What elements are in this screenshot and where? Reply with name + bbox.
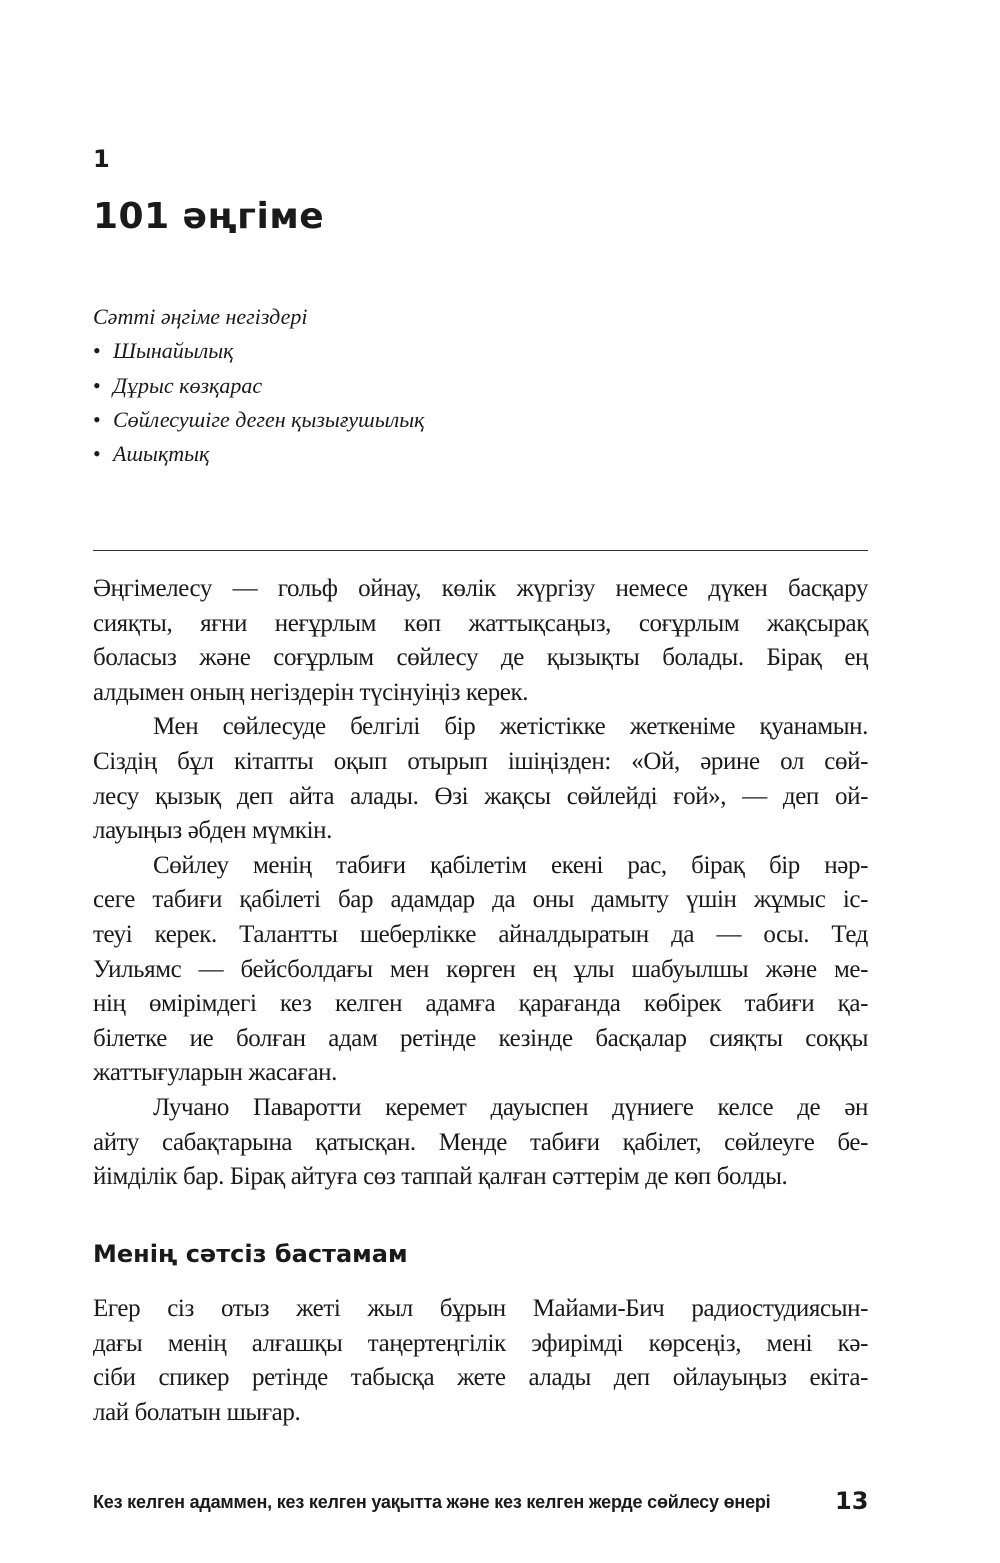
paragraph-line: алдымен оның негіздерін түсінуіңіз керек. bbox=[93, 678, 529, 706]
epigraph-item bbox=[93, 334, 424, 368]
paragraph-line: боласыз және соғұрлым сөйлесу де қызықты болады. Бірақ ең bbox=[93, 644, 868, 672]
paragraph-line: лесу қызық деп айта алады. Өзі жақсы сөйлейді ғой», — деп ой- bbox=[93, 782, 868, 810]
paragraph-line: Уильямс — бейсболдағы мен көрген ең ұлы шабуылшы және ме- bbox=[93, 955, 868, 983]
epigraph-heading: Сәтті әңгіме негіздері bbox=[93, 304, 308, 329]
paragraph-line: сіби спикер ретінде табысқа жете алады деп ойлауыңыз екіта- bbox=[93, 1364, 868, 1392]
body-text-section-1 bbox=[93, 572, 868, 1195]
paragraph-line: Егер сіз отыз жеті жыл бұрын Майами-Бич радиостудиясын- bbox=[93, 1295, 868, 1322]
section-divider bbox=[93, 550, 868, 551]
epigraph-item-text: Сөйлесушіге деген қызығушылық bbox=[113, 406, 425, 432]
paragraph-line: айту сабақтарына қатысқан. Менде табиғи қабілет, сөйлеуге бе- bbox=[93, 1128, 868, 1156]
paragraph-line: Сөйлеу менің табиғи қабілетім екені рас, бірақ бір нәр- bbox=[153, 851, 868, 879]
paragraph-line: Әңгімелесу — гольф ойнау, көлік жүргізу немесе дүкен басқару bbox=[93, 575, 868, 602]
paragraph-line: жаттығуларын жасаған. bbox=[93, 1059, 337, 1087]
paragraph-line: йімділік бар. Бірақ айтуға сөз таппай қалған сәттерім де көп болды. bbox=[93, 1163, 788, 1191]
paragraph-line: сеге табиғи қабілеті бар адамдар да оны дамыту үшін жұмыс іс- bbox=[93, 886, 868, 914]
bullet-icon: • bbox=[93, 338, 101, 364]
epigraph-item bbox=[93, 369, 424, 403]
paragraph-line: сияқты, яғни неғұрлым көп жаттықсаңыз, соғұрлым жақсырақ bbox=[93, 609, 868, 637]
epigraph-item bbox=[93, 403, 424, 437]
paragraph-line: лай болатын шығар. bbox=[93, 1398, 301, 1426]
paragraph-line: білетке ие болған адам ретінде кезінде басқалар сияқты соққы bbox=[93, 1024, 868, 1052]
paragraph-line: Лучано Паваротти керемет дауыспен дүниеге келсе де ән bbox=[153, 1093, 868, 1121]
bullet-icon: • bbox=[93, 372, 101, 398]
paragraph-line: дағы менің алғашқы таңертеңгілік эфирімді көрсеңіз, мені кә- bbox=[93, 1329, 868, 1357]
epigraph-item-text: Дұрыс көзқарас bbox=[113, 372, 263, 398]
chapter-number: 1 bbox=[93, 145, 110, 173]
body-text-section-2 bbox=[93, 1292, 868, 1430]
epigraph-item-text: Шынайылық bbox=[113, 338, 234, 364]
epigraph bbox=[93, 300, 424, 471]
chapter-title: 101 әңгіме bbox=[93, 196, 325, 237]
section-heading: Менің сәтсіз бастамам bbox=[93, 1240, 408, 1268]
bullet-icon: • bbox=[93, 441, 101, 467]
epigraph-item bbox=[93, 437, 424, 471]
paragraph-line: Мен сөйлесуде белгілі бір жетістікке жеткеніме қуанамын. bbox=[153, 713, 868, 741]
paragraph-line: лауыңыз әбден мүмкін. bbox=[93, 817, 333, 845]
paragraph-line: теуі керек. Талантты шеберлікке айналдыратын да — осы. Тед bbox=[93, 920, 868, 948]
bullet-icon: • bbox=[93, 406, 101, 432]
running-footer-title: Кез келген адаммен, кез келген уақытта және кез келген жерде сөйлесу өнері bbox=[93, 1492, 771, 1512]
paragraph-line: нің өмірімдегі кез келген адамға қарағанда көбірек табиғи қа- bbox=[93, 990, 868, 1018]
page-number: 13 bbox=[835, 1487, 869, 1515]
paragraph-line: Сіздің бұл кітапты оқып отырып ішіңізден: «Ой, әрине ол сөй- bbox=[93, 747, 868, 775]
epigraph-item-text: Ашықтық bbox=[113, 441, 210, 467]
